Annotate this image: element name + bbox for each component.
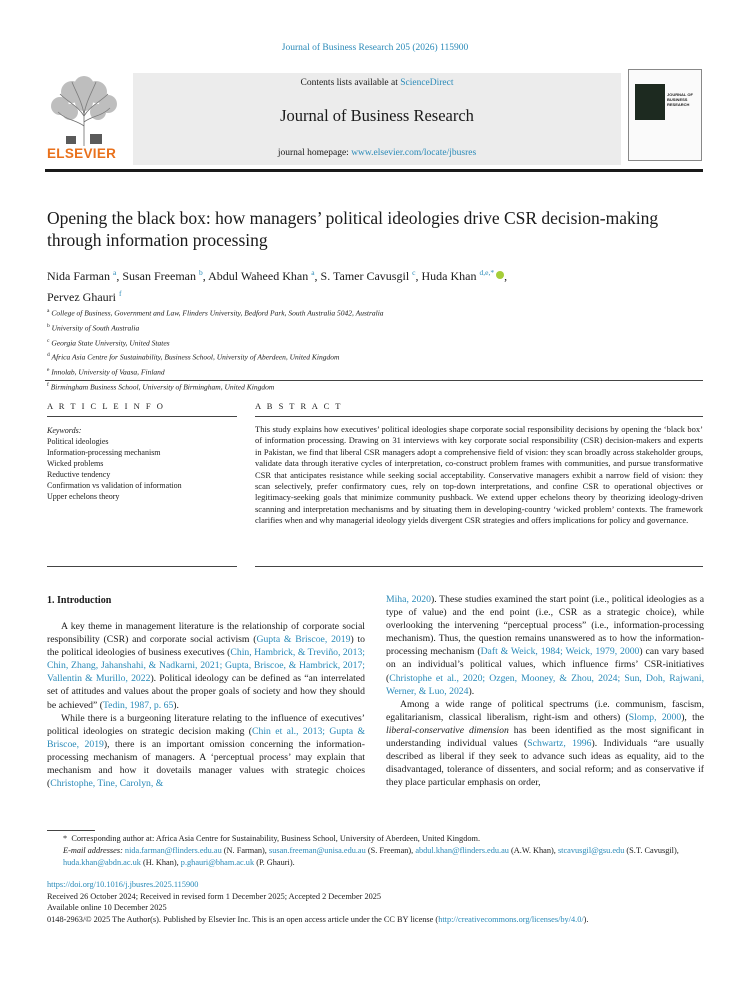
author-affil-mark[interactable]: a (311, 268, 315, 277)
abstract-text: This study explains how executives’ political ideologies shape corporate social responsibility decisions by opening the ‘black box’ of information processing. Drawing on 31 interviews with key corporate social responsibility (CSR) decision-makers and experts in Pakistan, we find that liberal CSR managers adopt a comprehensive field of vision: they scan broadly across stakeholder groups, validate data through iterative cycles of interpretation, co-construct problem frames with communities, and pursue transformative CSR that anticipates resistance while seeking social acceptability. Conservative managers exhibit a narrow field of vision: they scan selectively, prefer confirmatory cues, rely on top-down interpretations, and confine CSR to operational objectives or legitimacy-seeking goals that minimize community pushback. We extend upper echelons theory by theorizing ideology-driven scanning and interpretation mechanisms and by situating them in developing-country ‘wicked problem’ contexts. The framework clarifies when and why managerial ideology yields divergent CSR strategies and offers implications for policy and governance. (255, 424, 703, 526)
affiliation-item (47, 335, 707, 350)
citation-link[interactable]: Chin et al., 2013; Gupta & Briscoe, 2019 (47, 725, 365, 750)
keyword-item: Wicked problems (47, 459, 104, 468)
affiliation-text: Africa Asia Centre for Sustainability, Business School, University of Aberdeen, United Kingdom (51, 352, 340, 362)
body-paragraph (386, 593, 704, 698)
cover-image (635, 84, 665, 120)
citation-link[interactable]: Schwartz, 1996 (527, 738, 592, 750)
email-owner: (A.W. Khan), (511, 846, 556, 856)
email-link[interactable]: p.ghauri@bham.ac.uk (180, 858, 255, 868)
cover-title: JOURNAL OF BUSINESS RESEARCH (667, 92, 693, 107)
homepage-link[interactable]: www.elsevier.com/locate/jbusres (351, 148, 477, 158)
body-text: ). (173, 699, 179, 711)
citation-link[interactable]: Miha, 2020 (386, 594, 431, 605)
email-link[interactable]: abdul.khan@flinders.edu.au (415, 846, 509, 856)
email-owner: (S. Freeman), (367, 846, 414, 856)
body-text: ). (468, 685, 475, 697)
body-text: ), there is an important omission concerning the information-processing mechanism of managers. A ‘perceptual process’ may explain that mechanism and how it dovetails manager values with strategic choices ( (47, 738, 365, 790)
homepage-line (133, 148, 621, 158)
elsevier-tree-logo-icon (46, 76, 122, 148)
affiliation-text: University of South Australia (51, 323, 140, 333)
contents-line (133, 78, 621, 88)
affiliation-mark: b (47, 322, 50, 329)
author-name[interactable]: Huda Khan (421, 269, 477, 283)
citation-link[interactable]: Gupta & Briscoe, 2019 (256, 634, 351, 646)
affiliation-mark: c (47, 337, 50, 344)
affiliation-item (47, 379, 707, 394)
body-text: ). Political ideology can be defined as “an interrelated set of attitudes and values about the proper goals of society and how they should be achieved” ( (47, 673, 365, 711)
keyword-item: Political ideologies (47, 437, 109, 446)
journal-reference[interactable]: Journal of Business Research 205 (2026) 115900 (281, 43, 469, 53)
affiliation-mark: e (47, 367, 50, 374)
email-owner: (N. Farman), (223, 846, 267, 856)
email-owner: (S.T. Cavusgil), (626, 846, 679, 856)
keyword-item: Confirmation vs validation of information (47, 481, 182, 490)
citation-link[interactable]: Chin, Hambrick, & Treviño, 2013; Chin, Zhang, Jahanshahi, & Nadkarni, 2021; Gupta, Briscoe, & Hambrick, 2017; Vallentin & Murillo, 2022 (47, 647, 365, 685)
journal-name: Journal of Business Research (280, 106, 474, 125)
body-text: ) can vary based on an individual’s political values, which influence firms’ CSR-initiatives ( (386, 646, 704, 684)
body-paragraph (386, 698, 704, 790)
received-dates: Received 26 October 2024; Received in revised form 1 December 2025; Accepted 2 December 2025 (47, 891, 382, 901)
license-text: ). (583, 914, 589, 924)
author-affil-mark[interactable]: a (112, 268, 117, 277)
affiliation-item (47, 305, 707, 320)
body-text: has been identified as the most significant in understanding individual values ( (386, 724, 704, 750)
body-text: While there is a burgeoning literature relating to the influence of executives’ political ideologies on strategic decision making ( (47, 712, 365, 737)
contents-prefix: Contents lists available at (300, 78, 401, 88)
footnote-rule (47, 830, 95, 831)
body-text: Among a wide range of political spectrums (i.e. communism, fascism, egalitarianism, classical liberalism, right-ism and others) ( (386, 698, 704, 723)
section-heading-introduction: 1. Introduction (47, 595, 112, 606)
keyword-item: Reductive tendency (47, 470, 111, 479)
emphasis-text: liberal-conservative dimension (386, 724, 509, 736)
masthead-rule (45, 169, 703, 172)
affiliation-mark: a (47, 308, 50, 314)
email-link[interactable]: huda.khan@abdn.ac.uk (63, 858, 141, 868)
affiliation-text: Innolab, University of Vaasa, Finland (51, 367, 165, 377)
email-owner: (H. Khan), (143, 858, 179, 868)
divider (47, 566, 237, 567)
body-text: ). Individuals “are usually described as liberal if they seek to advance such ideas as equality, aid to the disadvantaged, tolerance of dissenters, and social reform; and as conservative if they place particular emphasis on order, (386, 738, 704, 789)
publisher-logo-text[interactable]: ELSEVIER (47, 146, 117, 161)
keyword-item: Information-processing mechanism (47, 448, 161, 457)
email-link[interactable]: stcavusgil@gsu.edu (557, 846, 625, 856)
citation-link[interactable]: Tedin, 1987, p. 65 (102, 699, 174, 711)
citation-link[interactable]: Slomp, 2000 (628, 711, 682, 723)
divider (255, 566, 703, 567)
author-name[interactable]: Pervez Ghauri (47, 290, 116, 304)
doi-link[interactable]: https://doi.org/10.1016/j.jbusres.2025.115900 (47, 880, 199, 889)
license-text: 0148-2963/© 2025 The Author(s). Published by Elsevier Inc. This is an open access article under the CC BY license ( (47, 914, 439, 924)
author-affil-mark[interactable]: c (412, 268, 416, 277)
journal-cover-thumbnail[interactable] (628, 69, 702, 161)
corresponding-author-note (47, 833, 707, 845)
body-text: ), the (681, 711, 704, 723)
homepage-prefix: journal homepage: (277, 148, 352, 158)
body-text: A key theme in management literature is the relationship of corporate social responsibility (CSR) and corporate social activism ( (47, 621, 365, 646)
email-addresses (47, 845, 707, 869)
body-paragraph (47, 712, 365, 791)
email-link[interactable]: nida.farman@flinders.edu.au (124, 846, 222, 856)
keyword-item: Upper echelons theory (47, 492, 120, 501)
author-affil-mark[interactable]: d,e,* (479, 268, 495, 277)
publication-info (47, 879, 707, 925)
available-online-date: Available online 10 December 2025 (47, 903, 167, 913)
footnotes (47, 833, 707, 870)
abstract-heading: A B S T R A C T (255, 401, 343, 411)
citation-link[interactable]: Daft & Weick, 1984; Weick, 1979, 2000 (480, 646, 640, 658)
divider (45, 380, 703, 381)
citation-link[interactable]: Christophe, Tine, Carolyn, & (50, 778, 164, 790)
license-link[interactable]: http://creativecommons.org/licenses/by/4.0/ (438, 914, 584, 924)
email-label: E-mail addresses: (63, 846, 123, 856)
author-name[interactable]: S. Tamer Cavusgil (320, 269, 410, 283)
keywords-label: Keywords: (47, 426, 82, 435)
author-affil-mark[interactable]: b (198, 268, 203, 277)
license-line (47, 914, 707, 926)
affiliation-text: College of Business, Government and Law, Flinders University, Bedford Park, South Australia 5042, Australia (51, 308, 384, 318)
article-info-heading: A R T I C L E I N F O (47, 401, 165, 411)
affiliation-text: Georgia State University, United States (51, 338, 170, 348)
affiliation-item (47, 364, 707, 379)
affiliation-item (47, 320, 707, 335)
affiliation-item (47, 349, 707, 364)
orcid-icon[interactable] (496, 271, 504, 279)
body-paragraph (47, 620, 365, 712)
sciencedirect-link[interactable]: ScienceDirect (400, 78, 454, 88)
author-name[interactable]: Abdul Waheed Khan (208, 269, 309, 283)
email-owner: (P. Ghauri). (256, 858, 295, 868)
author-name[interactable]: Susan Freeman (122, 269, 196, 283)
affiliation-mark: d (47, 352, 50, 359)
affiliation-text: Birmingham Business School, University of Birmingham, United Kingdom (50, 382, 275, 392)
body-text: ) to the political ideologies of business executives ( (47, 634, 366, 659)
author-list: Nida Farman $^a$, Susan Freeman $^b$, Abdul Waheed Khan $^a$, S. Tamer Cavusgil $^c$, Huda Khan $^{d,e,*}$ , Pervez Ghauri $^f$ (47, 268, 508, 304)
body-column-left (47, 620, 365, 790)
affiliation-mark: f (47, 381, 49, 388)
author-name[interactable]: Nida Farman (47, 269, 110, 283)
divider (47, 416, 237, 417)
keywords-block (47, 425, 237, 502)
divider (255, 416, 703, 417)
citation-link[interactable]: Christophe et al., 2020; Ozgen, Mooney, & Zhou, 2024; Sun, Doh, Rajwani, Werner, & Luo, 2024 (386, 672, 704, 697)
corresponding-text: Corresponding author at: Africa Asia Centre for Sustainability, Business School, University of Aberdeen, United Kingdom. (71, 834, 481, 843)
email-link[interactable]: susan.freeman@unisa.edu.au (268, 846, 366, 856)
paper-title: Opening the black box: how managers’ political ideologies drive CSR decision-making through information processing (47, 208, 659, 250)
body-text: ). These studies examined the start point (i.e., political ideologies as a type of value) and the end point (i.e., CSR as a strategic choice), while overlooking the intervening “perceptual process” (i.e., information-processing mechanism). Thus, the question remains unanswered as to how the information-processing mechanism ( (386, 594, 705, 658)
asterisk-mark: * (63, 834, 68, 843)
body-column-right (386, 593, 704, 789)
author-affil-mark[interactable]: f (118, 289, 122, 298)
